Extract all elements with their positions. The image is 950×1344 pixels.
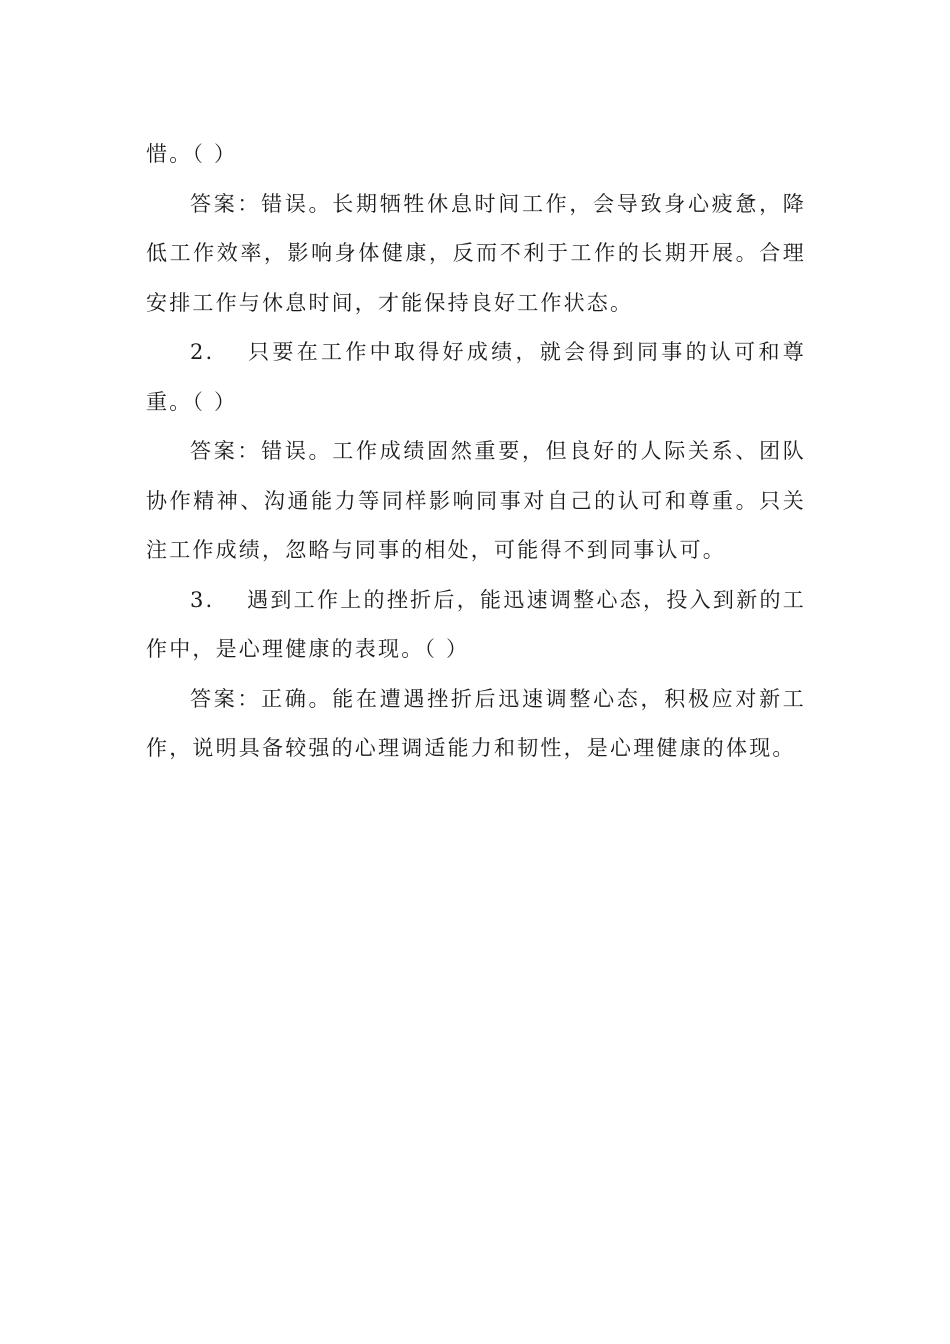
answer-paragraph: 答案：错误。工作成绩固然重要，但良好的人际关系、团队协作精神、沟通能力等同样影响同事对自己的认可和尊重。只关注工作成绩，忽略与同事的相处，可能得不到同事认可。 bbox=[146, 439, 806, 562]
question-text: 只要在工作中取得好成绩，就会得到同事的认可和尊重。（ ） bbox=[146, 340, 806, 414]
question-number: 2. bbox=[190, 340, 215, 364]
continuation-line: 惜。（ ） bbox=[146, 142, 238, 166]
answer-paragraph: 答案：正确。能在遭遇挫折后迅速调整心态，积极应对新工作，说明具备较强的心理调适能力和韧性，是心理健康的体现。 bbox=[146, 686, 806, 760]
answer-paragraph: 答案：错误。长期牺牲休息时间工作，会导致身心疲惫，降低工作效率，影响身体健康，反而不利于工作的长期开展。合理安排工作与休息时间，才能保持良好工作状态。 bbox=[146, 191, 806, 315]
question-number: 3. bbox=[190, 587, 215, 612]
question-paragraph bbox=[146, 328, 806, 427]
document-page bbox=[146, 130, 806, 774]
question-text: 遇到工作上的挫折后，能迅速调整心态，投入到新的工作中，是心理健康的表现。（ ） bbox=[146, 587, 806, 661]
question-paragraph bbox=[146, 576, 806, 675]
